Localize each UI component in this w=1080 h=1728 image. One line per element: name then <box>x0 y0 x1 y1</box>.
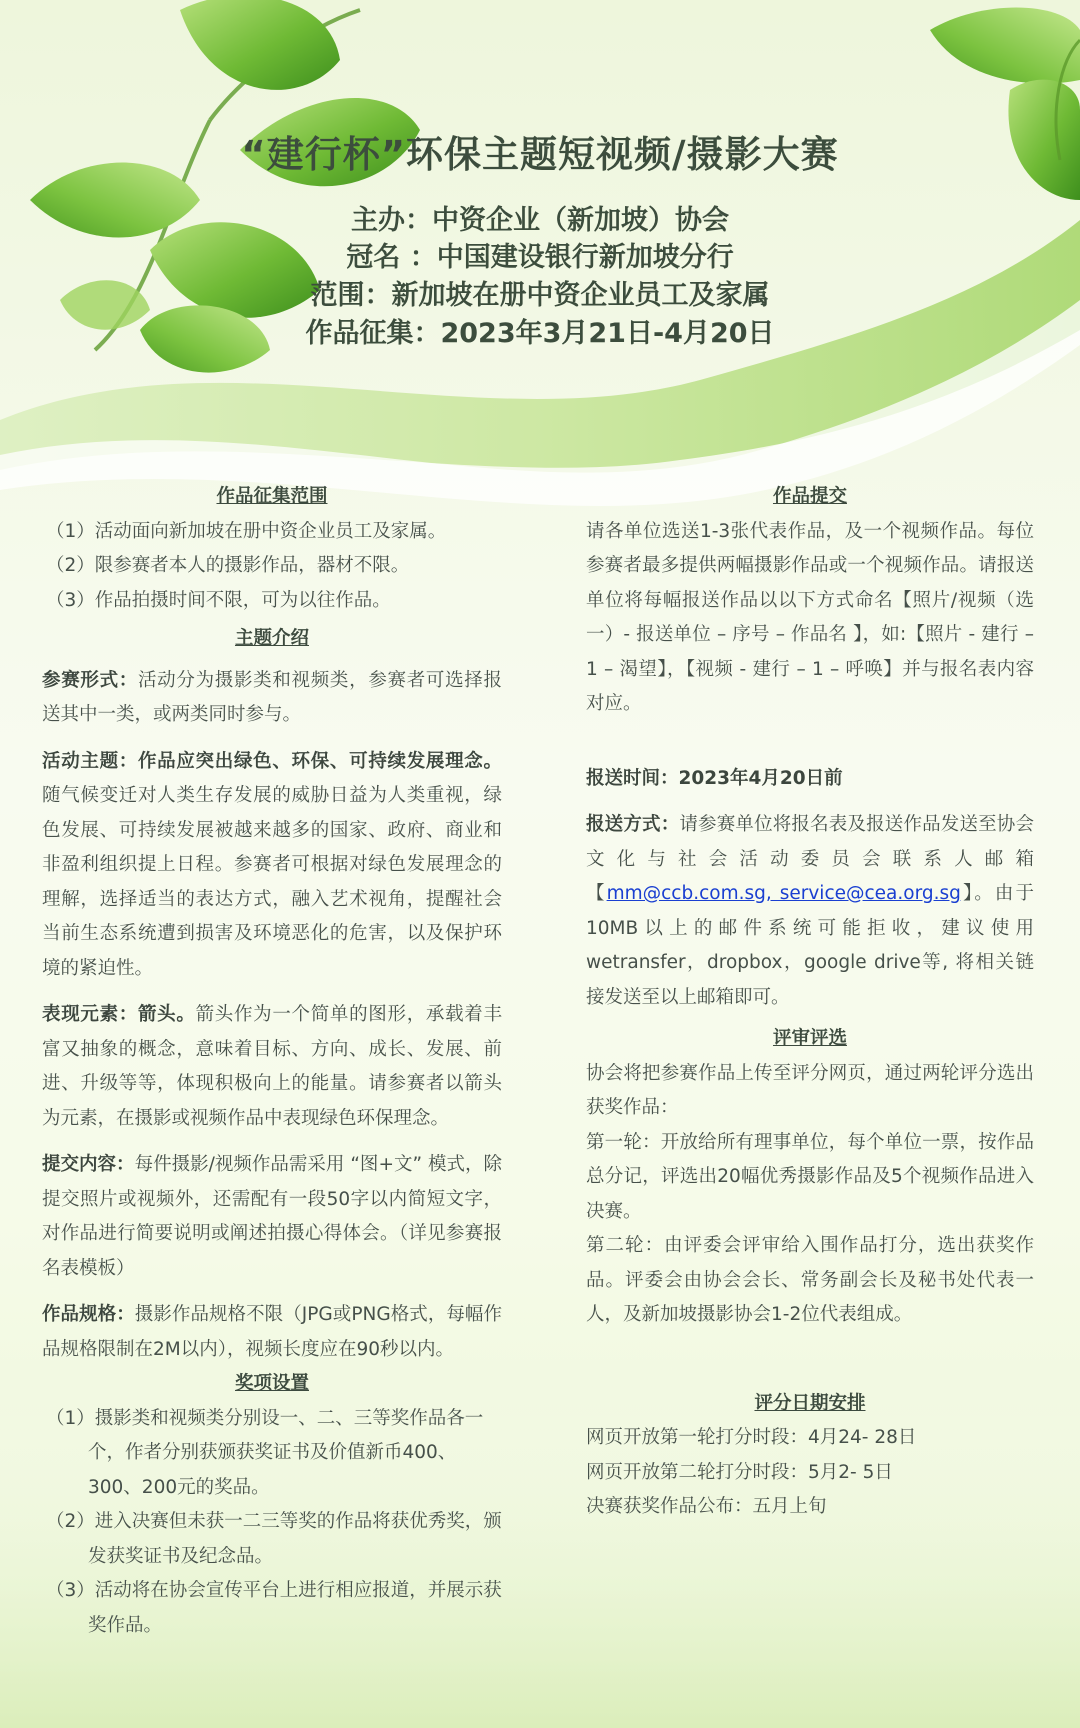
method-post: 】。由于10MB以上的邮件系统可能拒收，建议使用wetransfer，dropbox，google drive等, 将相关链接发送至以上邮箱即可。 <box>586 883 1034 1008</box>
theme-text: 随气候变迁对人类生存发展的威胁日益为人类重视，绿色发展、可持续发展被越来越多的国家、政府、商业和非盈利组织提上日程。参赛者可根据对绿色发展理念的理解，选择适当的表达方式，融入艺术视角，提醒社会当前生态系统遭到损害及环境恶化的危害，以及保护环境的紧迫性。 <box>42 785 502 979</box>
email-link[interactable]: mm@ccb.com.sg, service@cea.org.sg <box>606 883 961 904</box>
scope-line: 范围：新加坡在册中资企业员工及家属 <box>310 280 770 311</box>
left-column <box>42 480 502 1643</box>
format-text: 活动分为摄影类和视频类，参赛者可选择报送其中一类，或两类同时参与。 <box>42 669 502 725</box>
scope-heading: 作品征集范围 <box>216 486 328 507</box>
element-label: 表现元素：箭头。 <box>42 1004 196 1025</box>
method-paragraph <box>586 808 1034 1015</box>
schedule-item: 网页开放第二轮打分时段：5月2- 5日 <box>586 1461 893 1483</box>
award-item: （1）摄影类和视频类分别设一、二、三等奖作品各一个，作者分别获颁获奖证书及价值新币400、300、200元的奖品。 <box>46 1407 484 1498</box>
review-round2: 第二轮：由评委会评审给入围作品打分，选出获奖作品。评委会由协会会长、常务副会长及秘书处代表一人，及新加坡摄影协会1-2位代表组成。 <box>586 1235 1034 1325</box>
deadline-text: 报送时间：2023年4月20日前 <box>586 767 843 789</box>
review-heading: 评审评选 <box>772 1028 847 1049</box>
awards-heading: 奖项设置 <box>234 1373 309 1394</box>
format-label: 参赛形式： <box>42 669 138 691</box>
content-text: 每件摄影/视频作品需采用 “图+文” 模式，除提交照片或视频外，还需配有一段50字以内简短文字，对作品进行简要说明或阐述拍摄心得体会。（详见参赛报名表模板） <box>42 1154 502 1279</box>
sponsor-line: 冠名 ：中国建设银行新加坡分行 <box>346 242 734 273</box>
spec-text: 摄影作品规格不限（JPG或PNG格式，每幅作品规格限制在2M以内），视频长度应在90秒以内。 <box>42 1304 502 1360</box>
element-paragraph <box>42 998 502 1136</box>
scope-item: （3）作品拍摄时间不限，可为以往作品。 <box>46 589 391 611</box>
award-item: （2）进入决赛但未获一二三等奖的作品将获优秀奖，颁发获奖证书及纪念品。 <box>46 1511 502 1567</box>
schedule-item: 网页开放第一轮打分时段：4月24- 28日 <box>586 1427 917 1448</box>
scope-item: （2）限参赛者本人的摄影作品，器材不限。 <box>46 555 410 576</box>
submit-text: 请各单位选送1-3张代表作品，及一个视频作品。每位参赛者最多提供两幅摄影作品或一个视频作品。请报送单位将每幅报送作品以以下方式命名【照片/视频（选一）- 报送单位 – 序号 – 作品名 】，如:【照片 - 建行 – 1 – 渴望】，【视频 - 建行 – 1 – 呼唤】并与报名表内容对应。 <box>586 520 1034 714</box>
poster-title: “建行杯”环保主题短视频/摄影大赛 <box>241 133 839 176</box>
format-paragraph <box>42 664 502 733</box>
method-label: 报送方式： <box>586 814 680 835</box>
content-label: 提交内容： <box>42 1154 135 1175</box>
theme-label: 活动主题：作品应突出绿色、环保、可持续发展理念。 <box>42 750 502 772</box>
method-pre: 请参赛单位将报名表及报送作品发送至协会文化与社会活动委员会联系人邮箱【 <box>586 814 1034 904</box>
review-round1: 第一轮：开放给所有理事单位，每个单位一票，按作品总分记，评选出20幅优秀摄影作品及5个视频作品进入决赛。 <box>586 1131 1034 1222</box>
schedule-item: 决赛获奖作品公布：五月上旬 <box>586 1496 827 1517</box>
review-intro: 协会将把参赛作品上传至评分网页，通过两轮评分选出获奖作品： <box>586 1062 1034 1118</box>
schedule-heading: 评分日期安排 <box>754 1392 866 1414</box>
content-paragraph <box>42 1148 502 1286</box>
right-column <box>586 480 1034 1525</box>
element-text: 箭头作为一个简单的图形，承载着丰富又抽象的概念，意味着目标、方向、成长、发展、前进、升级等等，体现积极向上的能量。请参赛者以箭头为元素，在摄影或视频作品中表现绿色环保理念。 <box>42 1004 502 1129</box>
spec-paragraph <box>42 1298 502 1367</box>
organizer-line: 主办：中资企业（新加坡）协会 <box>351 205 729 236</box>
spec-label: 作品规格： <box>42 1304 135 1325</box>
theme-heading: 主题介绍 <box>234 628 309 649</box>
submit-heading: 作品提交 <box>772 486 847 507</box>
award-item: （3）活动将在协会宣传平台上进行相应报道，并展示获奖作品。 <box>46 1580 502 1636</box>
scope-item: （1）活动面向新加坡在册中资企业员工及家属。 <box>46 520 447 542</box>
period-line: 作品征集：2023年3月21日-4月20日 <box>305 318 775 349</box>
theme-paragraph <box>42 745 502 987</box>
